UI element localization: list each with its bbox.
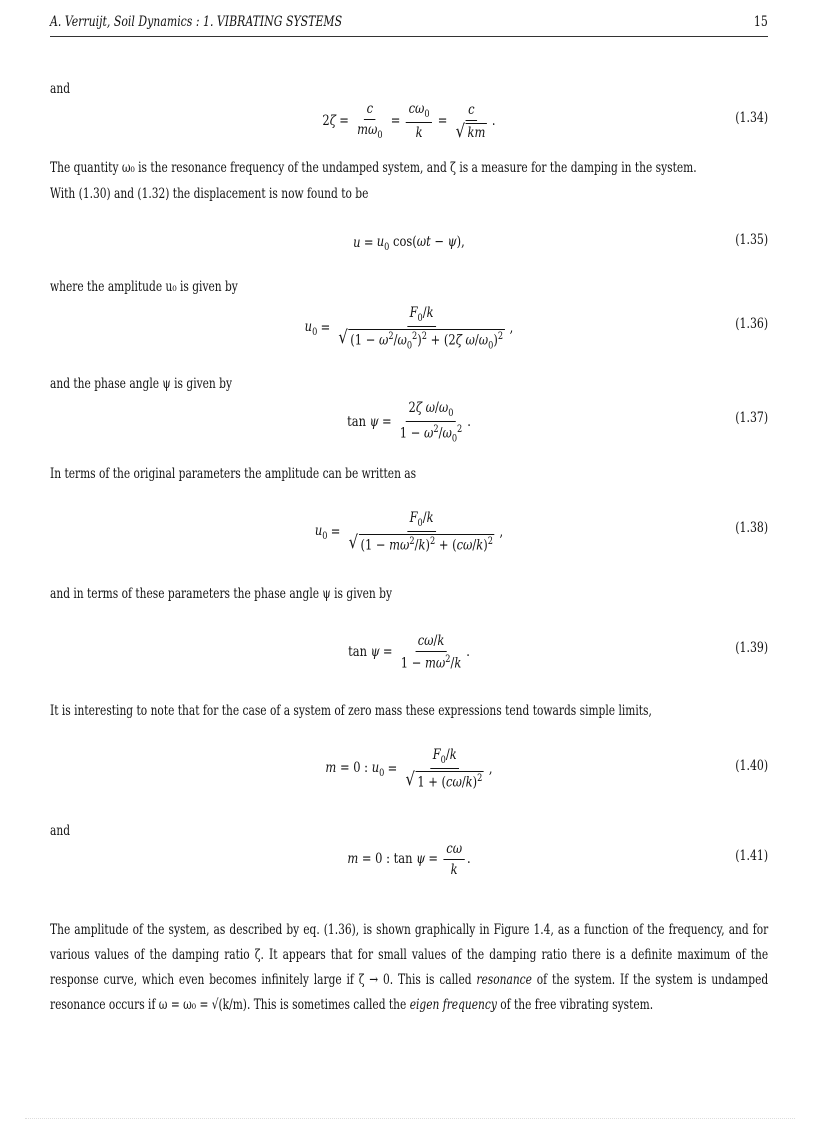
equation-1-39 <box>50 624 768 680</box>
text-terms: and in terms of these parameters the phase angle ψ is given by <box>50 586 392 602</box>
paragraph-text-2: of the system. If the system is undamped resonance occurs if ω = ω₀ = √(k/m). This is sometimes called the <box>50 972 769 1013</box>
equation-body: tan ψ = $\frac{c\omega/k}{1 - m\omega^2/k}$ . <box>348 632 470 672</box>
text-original: In terms of the original parameters the amplitude can be written as <box>50 466 417 482</box>
text-quantity: The quantity ω₀ is the resonance frequency of the undamped system, and ζ is a measure for the damping in the system. <box>50 160 697 176</box>
equation-1-35 <box>50 230 768 256</box>
equation-1-40 <box>50 738 768 800</box>
closing-paragraph <box>50 918 768 1018</box>
equation-number: (1.40) <box>735 758 768 774</box>
equation-number: (1.37) <box>735 410 768 426</box>
term-eigen-frequency: eigen frequency <box>409 997 497 1013</box>
paragraph-text-3: of the free vibrating system. <box>496 997 654 1013</box>
equation-body: tan ψ = $\frac{2\zeta \omega/\omega_0}{1 - \omega^2/\omega_0^2}$ . <box>347 399 471 445</box>
footer-divider <box>25 1118 795 1119</box>
text-and-1: and <box>50 81 71 97</box>
page-number: 15 <box>754 14 768 30</box>
equation-body: m = 0 : tan ψ = $\frac{c\omega}{k}$ . <box>347 840 471 878</box>
equation-1-38 <box>50 502 768 562</box>
equation-1-36 <box>50 298 768 358</box>
header-title: A. Verruijt, Soil Dynamics : 1. VIBRATING SYSTEMS <box>50 14 343 30</box>
equation-number: (1.36) <box>735 316 768 332</box>
text-phase: and the phase angle ψ is given by <box>50 376 232 392</box>
equation-body: $u_0$ = $F_0/k$ √ $(1 - m\omega^2/k)^2 + (c\omega/k)^2$ , <box>314 510 504 554</box>
equation-number: (1.38) <box>735 520 768 536</box>
equation-body: $u_0$ = $F_0/k$ √ $(1 - \omega^2/\omega_0^2)^2 + (2\zeta$ $\omega/\omega_0)^2$ , <box>304 304 514 352</box>
equation-body: u = $u_0$ cos(ωt − ψ), <box>353 233 465 253</box>
equation-number: (1.35) <box>735 232 768 248</box>
term-resonance: resonance <box>476 972 532 988</box>
text-interesting: It is interesting to note that for the case of a system of zero mass these expressions tend towards simple limits, <box>50 703 652 719</box>
text-and-2: and <box>50 823 71 839</box>
equation-number: (1.39) <box>735 640 768 656</box>
equation-number: (1.41) <box>735 848 768 864</box>
running-header <box>50 12 768 37</box>
equation-number: (1.34) <box>735 110 768 126</box>
equation-body: 2ζ = $\frac{c}{m\omega_0}$ = $\frac{c\omega_0}{k}$ = c √ km . <box>322 101 496 142</box>
equation-1-41 <box>50 835 768 883</box>
paragraph-text-1: The amplitude of the system, as described by eq. (1.36), is shown graphically in Figure 1.4, as a function of the frequency, and for various values of the damping ratio ζ. It appears that for small values of the damping ratio there is a definite maximum of the response curve, which even becomes infinitely large if ζ → 0. This is called <box>50 922 769 988</box>
equation-1-34 <box>50 96 768 146</box>
equation-body: m = 0 : $u_0$ = $F_0/k$ √ $1 + (c\omega/k)^2$ , <box>325 747 493 791</box>
text-amplitude: where the amplitude u₀ is given by <box>50 279 238 295</box>
equation-1-37 <box>50 394 768 450</box>
text-with: With (1.30) and (1.32) the displacement is now found to be <box>50 186 369 202</box>
